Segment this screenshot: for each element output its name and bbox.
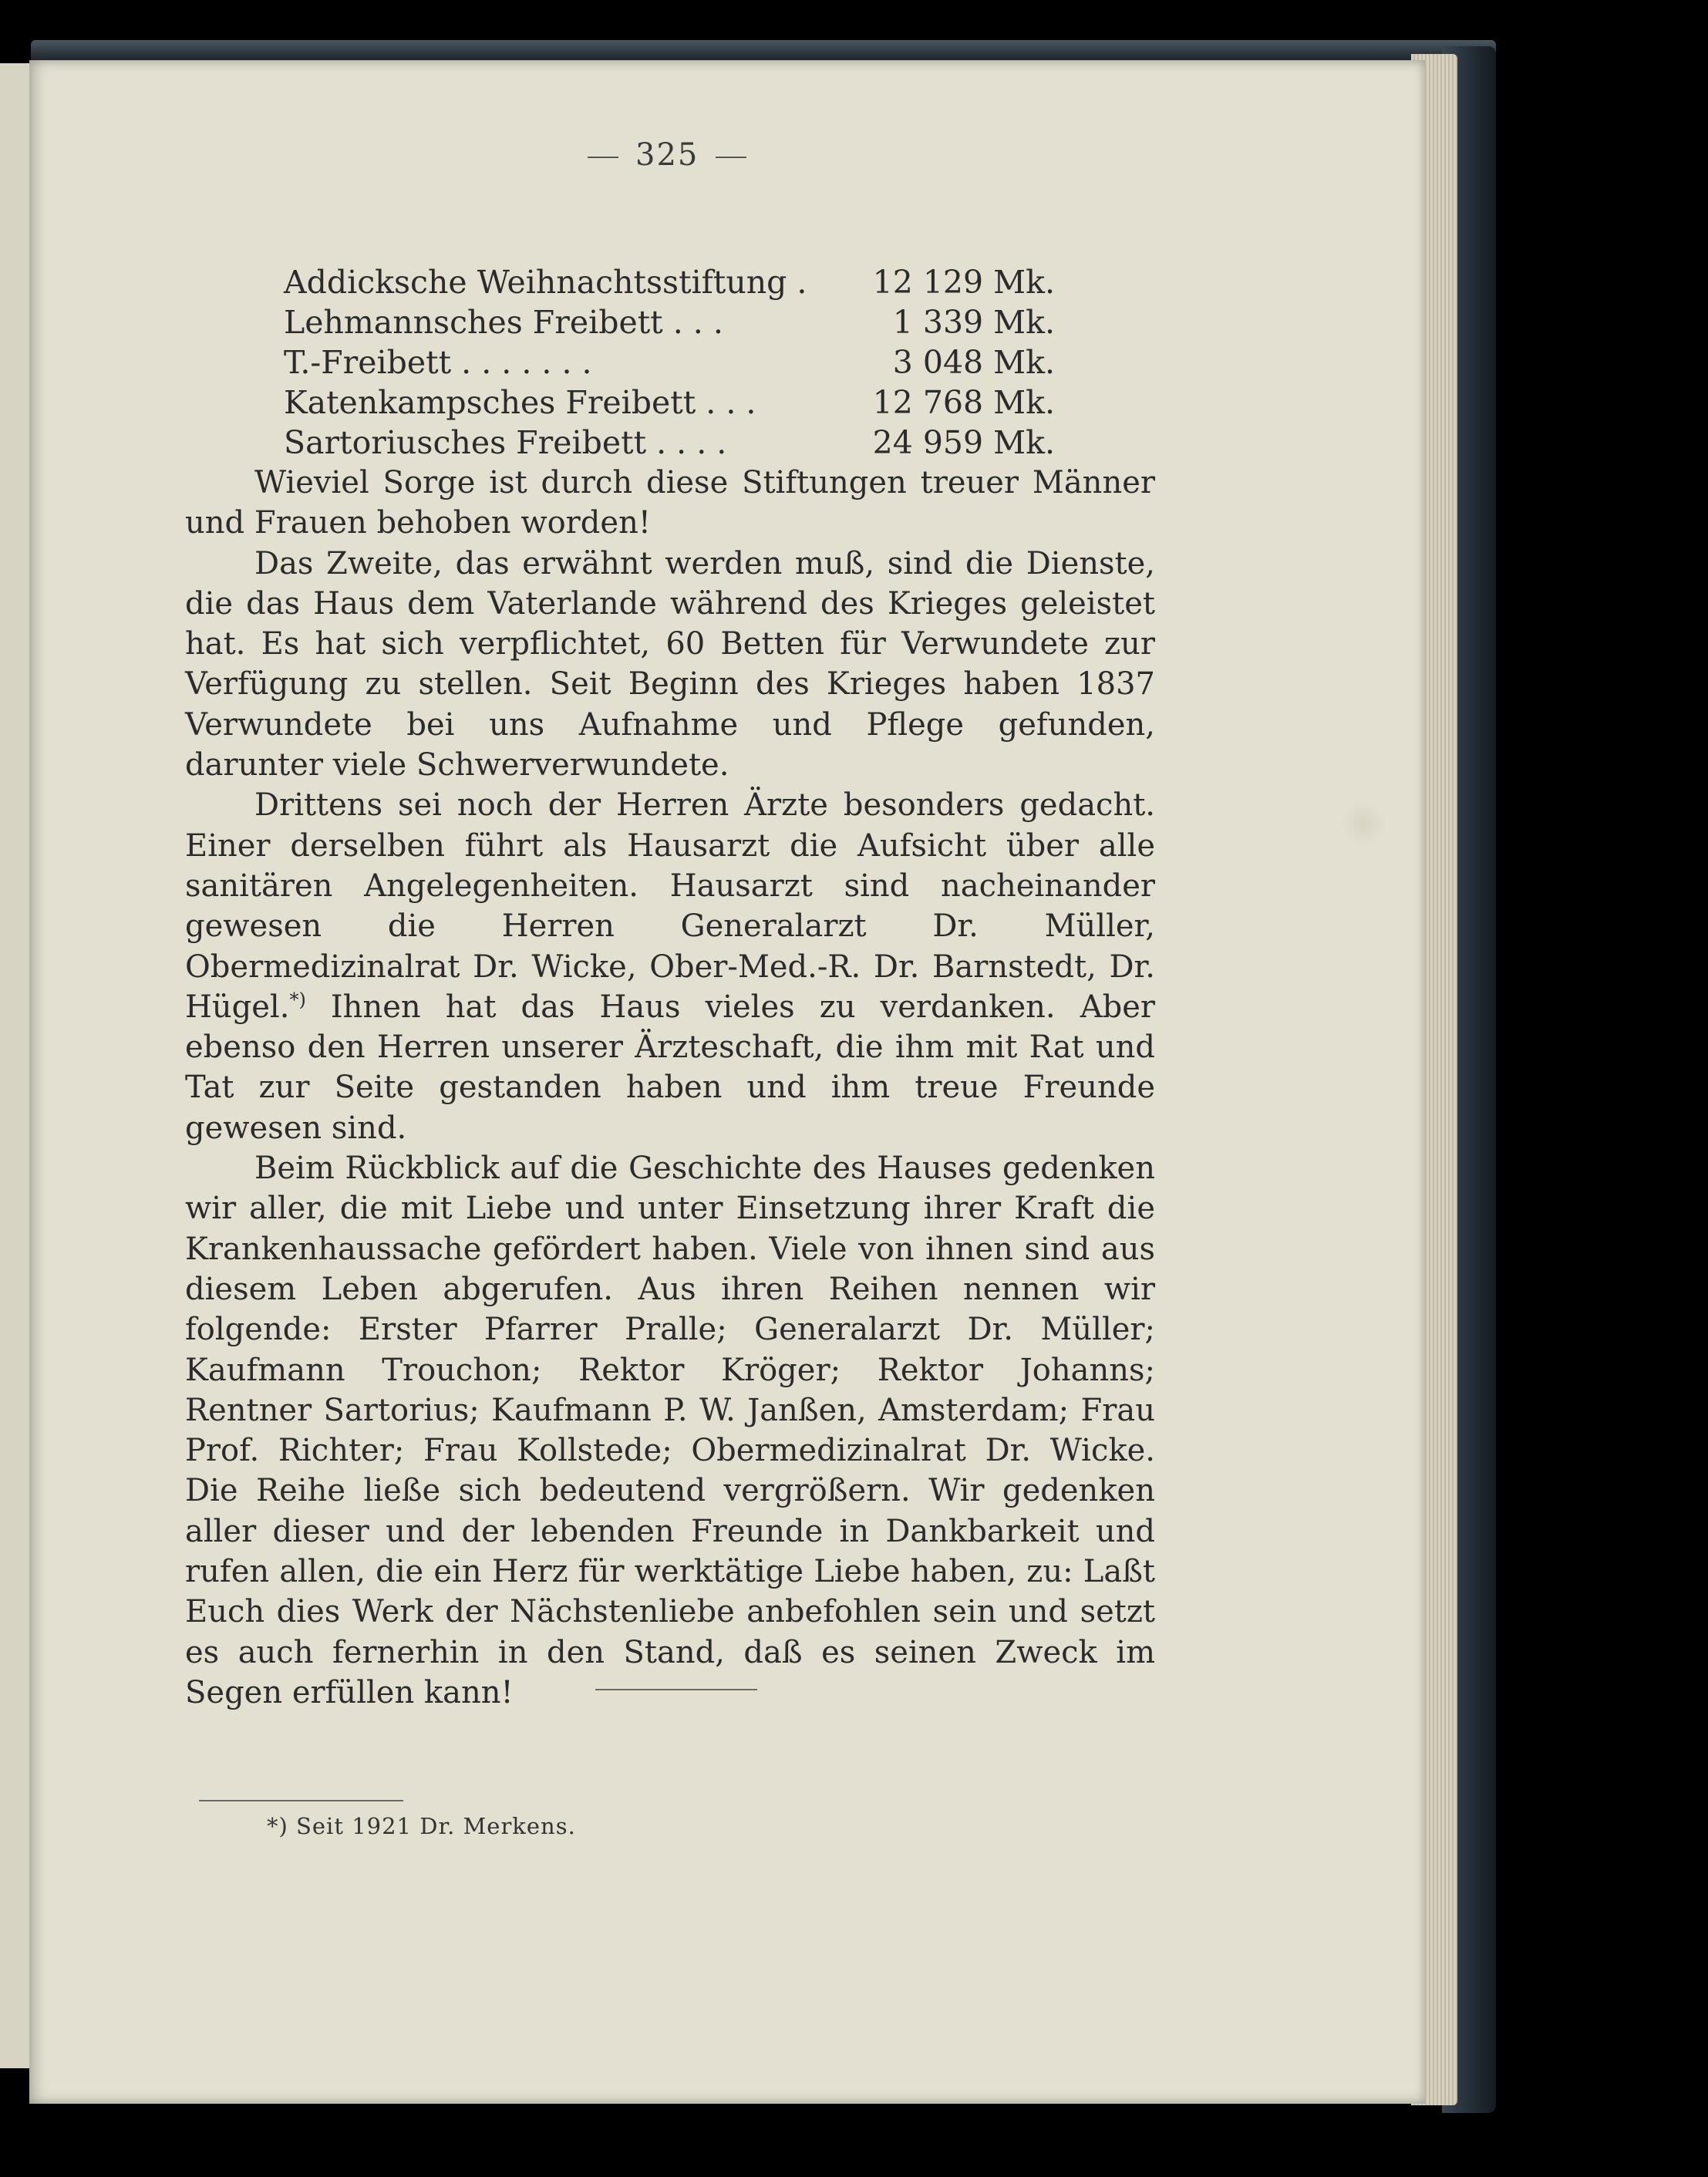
fund-row bbox=[284, 342, 1055, 382]
footnote-reference: *) bbox=[289, 989, 306, 1011]
paragraph-physicians-part2: Ihnen hat das Haus vieles zu verdanken. Aber ebenso den Herren unserer Ärzteschaft, die ihm mit Rat und Tat zur Seite gestanden haben und ihm treue Freunde gewesen sind. bbox=[185, 989, 1155, 1146]
fund-amount: 3 048 Mk. bbox=[892, 344, 1055, 381]
body-text bbox=[185, 463, 1155, 1713]
fund-amount: 24 959 Mk. bbox=[872, 424, 1055, 461]
paper-stain bbox=[1340, 800, 1386, 847]
fund-amount: 1 339 Mk. bbox=[892, 304, 1055, 341]
fund-row bbox=[284, 262, 1055, 302]
paragraph-physicians-part1: Drittens sei noch der Herren Ärzte besonders gedacht. Einer derselben führt als Hausarzt die Aufsicht über alle sanitären Angelegenheiten. Hausarzt sind nacheinander gewesen die Herren Generalarzt Dr. Müller, Obermedizinalrat Dr. Wicke, Ober-Med.-R. Dr. Barnstedt, Dr. Hügel. bbox=[185, 787, 1155, 1025]
paragraph-war-service: Das Zweite, das erwähnt werden muß, sind die Dienste, die das Haus dem Vaterlande während des Krieges geleistet hat. Es hat sich verpflichtet, 60 Betten für Verwundete zur Verfügung zu stellen. Seit Beginn des Krieges haben 1837 Verwundete bei uns Aufnahme und Pflege gefunden, darunter viele Schwerverwundete. bbox=[185, 545, 1155, 784]
fund-amount: 12 768 Mk. bbox=[872, 384, 1055, 421]
fund-name: Sartoriusches Freibett . . . . bbox=[284, 424, 727, 461]
fund-row bbox=[284, 423, 1055, 463]
footnote-rule bbox=[199, 1800, 403, 1801]
paragraph-sorrow-relieved: Wieviel Sorge ist durch diese Stiftungen treuer Männer und Frauen behoben worden! bbox=[185, 465, 1155, 541]
fund-row bbox=[284, 302, 1055, 342]
paragraph-physicians bbox=[185, 785, 1155, 1148]
page-number-dash-left bbox=[588, 157, 618, 158]
section-separator-line bbox=[595, 1689, 757, 1690]
fund-name: T.-Freibett . . . . . . . bbox=[284, 344, 592, 381]
fund-name: Lehmannsches Freibett . . . bbox=[284, 304, 723, 341]
fund-name: Katenkampsches Freibett . . . bbox=[284, 384, 756, 421]
fund-amount: 12 129 Mk. bbox=[872, 264, 1055, 301]
footnote: *) Seit 1921 Dr. Merkens. bbox=[267, 1813, 576, 1839]
page-number-value: 325 bbox=[635, 137, 699, 173]
page-number bbox=[571, 137, 763, 173]
paragraph-retrospective: Beim Rückblick auf die Geschichte des Hauses gedenken wir aller, die mit Liebe und unter Einsetzung ihrer Kraft die Krankenhaussache gefördert haben. Viele von ihnen sind aus diesem Leben abgerufen. Aus ihren Reihen nennen wir folgende: Erster Pfarrer Pralle; Generalarzt Dr. Müller; Kaufmann Trouchon; Rektor Kröger; Rektor Johanns; Rentner Sartorius; Kaufmann P. W. Janßen, Amsterdam; Frau Prof. Richter; Frau Kollstede; Obermedizinalrat Dr. Wicke. Die Reihe ließe sich bedeutend vergrößern. Wir gedenken aller dieser und der lebenden Freunde in Dankbarkeit und rufen allen, die ein Herz für werktätige Liebe haben, zu: Laßt Euch dies Werk der Nächstenliebe anbefohlen sein und setzt es auch fernerhin in den Stand, daß es seinen Zweck im Segen erfüllen kann! bbox=[185, 1151, 1155, 1710]
page-number-dash-right bbox=[716, 157, 746, 158]
fund-row bbox=[284, 382, 1055, 423]
fund-list bbox=[284, 262, 1055, 463]
fund-name: Addicksche Weihnachtsstiftung . bbox=[284, 264, 807, 301]
